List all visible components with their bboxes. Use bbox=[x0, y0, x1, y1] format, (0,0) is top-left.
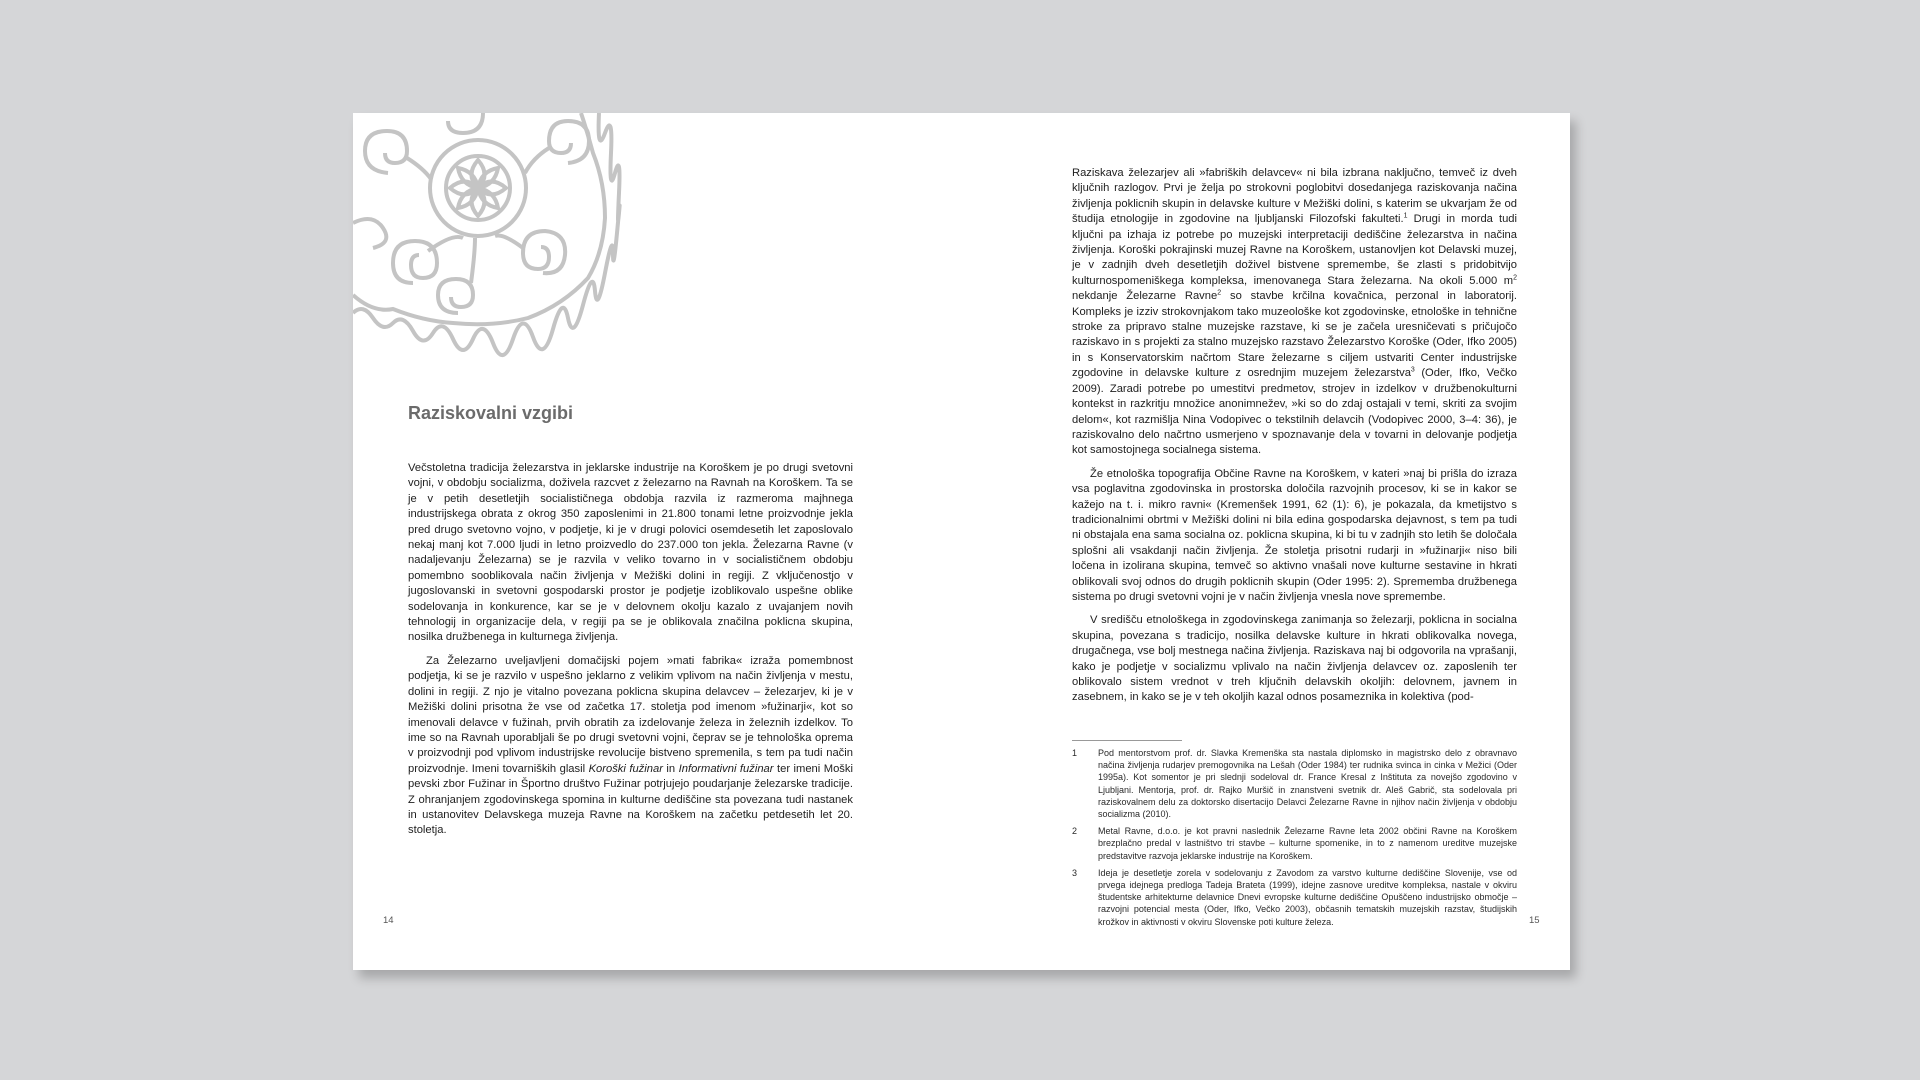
paragraph: Že etnološka topografija Občine Ravne na Koroškem, v kateri »naj bi prišla do izraza vsa poglavitna zgodovinska in prostorska določila razvojnih procesov, ki se in kakor se kažejo na t. i. mikro ravni« (Kremenšek 1991, 62 (1): 6), je pokazala, da kmetijstvo s tradicionalnimi obrtmi v Mežiški dolini ni bila edina gospodarska dejavnost, s tem pa tudi ni obstajala ena sama socialna oz. poklicna skupina, ki bi tu v zadnjih sto letih še določala splošni ali vsakdanji način življenja. Že stoletja prisotni rudarji in »fužinarji« niso bili ločena in izolirana skupina, temveč so aktivno vnašali nove kulturne sestavine in hkrati oblikovali svoj odnos do drugih poklicnih skupin (Oder 1995: 2). Sprememba družbenega sistema po drugi svetovni vojni je v način življenja vnesla nove spremembe. bbox=[1072, 467, 1517, 603]
page-number-left: 14 bbox=[383, 915, 394, 926]
left-page-text bbox=[408, 461, 853, 839]
chapter-title: Raziskovalni vzgibi bbox=[408, 403, 574, 423]
paragraph: Večstoletna tradicija železarstva in jeklarske industrije na Koroškem je po drugi svetovni vojni, v obdobju socializma, doživela razcvet z železarno na Ravnah na Koroškem. Ta se je v petih desetletjih socialističnega obdobja razvila iz razmeroma majhnega industrijskega obrata z okrog 350 zaposlenimi in 21.800 tonami letne proizvodnje jekla pred drugo svetovno vojno, v podjetje, ki je v drugi polovici osemdesetih let zaposlovalo nekaj manj kot 7.000 ljudi in letno proizvedlo do 237.000 ton jekla. Železarna Ravne (v nadaljevanju Železarna) se je razvila v veliko tovarno in v socialističnem obdobju pomembno sooblikovala način življenja v Mežiški dolini in regiji. Z vključenostjo v jugoslovanski in svetovni gospodarski prostor je podjetje izoblikovalo uspešne oblike sodelovanja in konkurence, kar se je v delovnem okolju kazalo z uvajanjem novih tehnologij in organizacije dela, v regiji pa se je oblikovala značilna poklicna skupina, nosilka družbenega in kulturnega življenja. bbox=[408, 462, 853, 644]
right-page-text bbox=[1072, 166, 1517, 706]
footnotes bbox=[1072, 740, 1517, 933]
folk-rosette-ornament-icon bbox=[353, 113, 653, 373]
footnote-rule bbox=[1072, 740, 1182, 741]
footnote: 1 Pod mentorstvom prof. dr. Slavka Kremenška sta nastala diplomsko in magistrsko delo z obravnavo načina življenja rudarjev premogovnika na Lešah (Oder 1984) ter rudnika svinca in cinka v Mežici (Oder 1995a). Kot somentor je pri slednji sodeloval dr. France Kresal z Inštituta za novejšo zgodovino v Ljubljani. Mentorja, prof. dr. Rajko Muršič in znanstveni svetnik dr. Aleš Gabrič, sta sodelovala pri raziskovalnem delu za doktorsko disertacijo Delavci Železarne Ravne in njihov način življenja v obdobju socializma (2010). bbox=[1072, 748, 1517, 820]
paragraph: V središču etnološkega in zgodovinskega zanimanja so železarji, poklicna in socialna skupina, povezana s tradicijo, nosilka delavske kulture in hkrati oblikovalka novega, drugačnega, vse bolj mestnega načina življenja. Raziskava naj bi odgovorila na vprašanji, kako je podjetje v socializmu vplivalo na način življenja delavcev oz. zaposlenih ter oblikovalo sistem vrednot v treh ključnih delavskih okoljih: delovnem, javnem in zasebnem, in kako se je v teh okoljih kazal odnos posameznika in kolektiva (pod- bbox=[1072, 614, 1517, 704]
page-number-right: 15 bbox=[1529, 915, 1540, 926]
paragraph: Za Železarno uveljavljeni domačijski pojem »mati fabrika« izraža pomembnost podjetja, ki se je razvilo v uspešno jeklarno z velikim vplivom na način življenja v mestu, dolini in regiji. Z njo je vitalno povezana poklicna skupina delavcev – železarjev, ki je v Mežiški dolini prisotna že vse od začetka 17. stoletja pod imenom »fužinarji«, kot so imenovali delavce v fužinah, prvih obratih za izdelovanje železa in železnih izdelkov. To ime so na Ravnah uporabljali še po drugi svetovni vojni, čeprav se je tehnološka oprema v proizvodnji pod vplivom industrijske revolucije bistveno spremenila, s tem pa tudi način proizvodnje. Imeni tovarniških glasil Koroški fužinar in Informativni fužinar ter imeni Moški pevski zbor Fužinar in Športno društvo Fužinar potrjujejo poudarjanje železarske tradicije. Z ohranjanjem zgodovinskega spomina in kulturne dediščine sta povezana tudi nastanek in ustanovitev Delavskega muzeja Ravne na Koroškem na začetku petdesetih let 20. stoletja. bbox=[408, 654, 853, 837]
footnote: 2 Metal Ravne, d.o.o. je kot pravni naslednik Železarne Ravne leta 2002 občini Ravne na Koroškem brezplačno predal v lastništvo tri stavbe – kulturne spomenike, in to z namenom ureditve muzejske predstavitve razvoja jeklarske industrije na Koroškem. bbox=[1072, 826, 1517, 861]
book-spread bbox=[353, 113, 1570, 970]
paragraph: Raziskava železarjev ali »fabriških delavcev« ni bila izbrana naključno, temveč iz dveh ključnih razlogov. Prvi je želja po strokovni poglobitvi dosedanjega raziskovanja načina življenja poklicnih skupin in delavske kulture v Mežiški dolini, s katerim se ukvarjam že od študija etnologije in zgodovine na ljubljanski Filozofski fakulteti.$^1$ Drugi in morda tudi ključni pa izhaja iz potrebe po muzejski interpretaciji dediščine železarstva in načina življenja. Koroški pokrajinski muzej Ravne na Koroškem, ustanovljen kot Delavski muzej, je v zadnjih dveh desetletjih doživel bistvene spremembe, še zlasti s pridobitvijo kulturnospomeniškega kompleksa, imenovanega Stara železarna. Na okoli 5.000 $m^2$ nekdanje Železarne Ravne$^2$ so stavbe krčilna kovačnica, perzonal in laboratorij. Kompleks je izziv strokovnjakom tako muzeološke kot zgodovinske, etnološke in tehnične stroke za pripravo stalne muzejske razstave, ki se je začela uresničevati s pričujočo raziskavo in s projekti za stalno muzejsko razstavo Železarstvo Koroške (Oder, Ifko 2005) in s Konservatorskim načrtom Stare železarne s ciljem ustvariti Center industrijske zgodovine in delavske kulture z osrednjim muzejem železarstva$^3$ (Oder, Ifko, Večko 2009). Zaradi potrebe po umestitvi predmetov, strojev in izdelkov v družbenokulturni kontekst in razkritju množice anonimnežev, »ki so do zdaj ostajali v temi, skriti za svojim delom«, kot razmišlja Nina Vodopivec o tekstilnih delavcih (Vodopivec 2000, 3–4: 36), je raziskovalno delo načrtno usmerjeno v spoznavanje dela v tovarni in delovanje podjetja kot samostojnega socialnega sistema. bbox=[1072, 167, 1518, 457]
footnote: 3 Ideja je desetletje zorela v sodelovanju z Zavodom za varstvo kulturne dediščine Slovenije, vse od prvega idejnega predloga Tadeja Brateta (1999), idejne zasnove ureditve kompleksa, nastale v okviru študentske arhitekturne delavnice Dnevi evropske kulturne dediščine Opuščeno industrijsko območje – razvojni potencial mesta (Oder, Ifko, Večko 2003), občasnih tematskih muzejskih razstav, študijskih krožkov in aktivnosti v okviru Slovenske poti kulture železa. bbox=[1072, 867, 1517, 927]
